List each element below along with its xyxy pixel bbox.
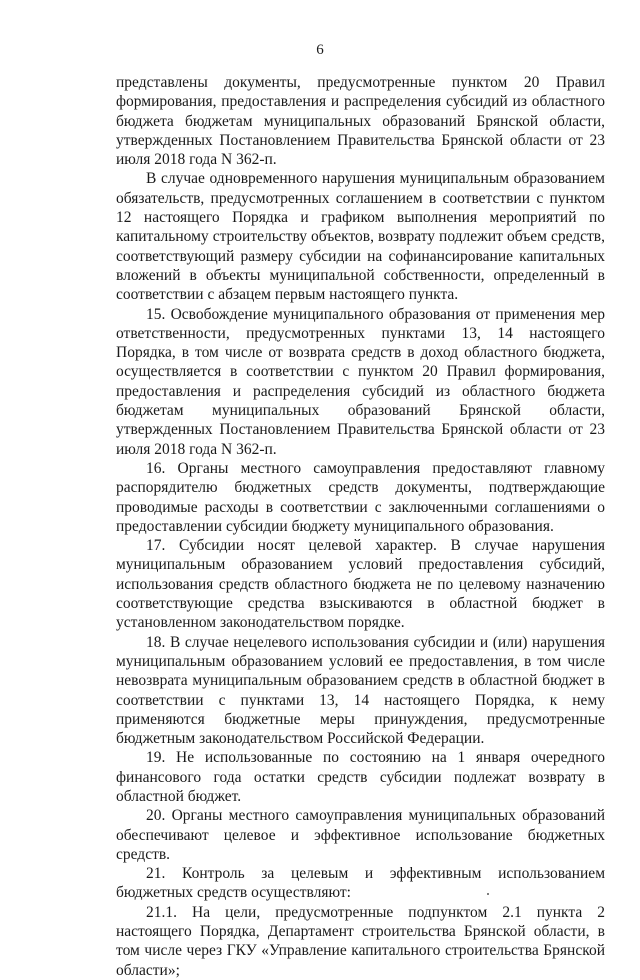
paragraph-21: 21. Контроль за целевым и эффективным использованием бюджетных средств осуществляют: <box>116 865 605 902</box>
paragraph-15: 15. Освобождение муниципального образования от применения мер ответственности, предусмотренных пунктами 13, 14 настоящего Порядка, в том числе от возврата средств в доход областного бюджета, осуществляется в соответствии с пунктом 20 Правил формирования, предоставления и распределения субсидий из областного бюджета бюджетам муниципальных образований Брянской области, утвержденных Постановлением Правительства Брянской области от 23 июля 2018 года N 362-п. <box>116 305 605 458</box>
paragraph-16: 16. Органы местного самоуправления предоставляют главному распорядителю бюджетных средств документы, подтверждающие проводимые расходы в соответствии с заключенными соглашениями о предоставлении субсидии бюджету муниципального образования. <box>116 459 605 535</box>
paragraph-17: 17. Субсидии носят целевой характер. В случае нарушения муниципальным образованием условий предоставления субсидий, использования средств областного бюджета не по целевому назначению соответствующие средства взыскиваются в областной бюджет в установленном законодательством порядке. <box>116 537 605 632</box>
page-number: 6 <box>316 42 324 58</box>
paragraph-18: 18. В случае нецелевого использования субсидии и (или) нарушения муниципальным образованием условий ее предоставления, в том числе невозврата муниципальным образованием средств в областной бюджет в соответствии с пунктами 13, 14 настоящего Порядка, к нему применяются бюджетные меры принуждения, предусмотренные бюджетным законодательством Российской Федерации. <box>116 633 605 748</box>
document-body <box>116 73 605 980</box>
paragraph-19: 19. Не использованные по состоянию на 1 января очередного финансового года остатки средств субсидии подлежат возврату в областной бюджет. <box>116 749 605 805</box>
scan-artifact-dot <box>487 893 489 895</box>
paragraph-simultaneous-violation: В случае одновременного нарушения муниципальным образованием обязательств, предусмотренных соглашением в соответствии с пунктом 12 настоящего Порядка и графиком выполнения мероприятий по капитальному строительству объектов, возврату подлежит объем средств, соответствующий размеру субсидии на софинансирование капитальных вложений в объекты муниципальной собственности, определенный в соответствии с абзацем первым настоящего пункта. <box>116 170 605 304</box>
paragraph-21-1: 21.1. На цели, предусмотренные подпунктом 2.1 пункта 2 настоящего Порядка, Департамент строительства Брянской области, в том числе через ГКУ «Управление капитального строительства Брянской области»; <box>116 903 605 979</box>
paragraph-20: 20. Органы местного самоуправления муниципальных образований обеспечивают целевое и эффективное использование бюджетных средств. <box>116 807 605 863</box>
paragraph-continuation: представлены документы, предусмотренные пунктом 20 Правил формирования, предоставления и распределения субсидий из областного бюджета бюджетам муниципальных образований Брянской области, утвержденных Постановлением Правительства Брянской области от 23 июля 2018 года N 362-п. <box>116 74 605 169</box>
